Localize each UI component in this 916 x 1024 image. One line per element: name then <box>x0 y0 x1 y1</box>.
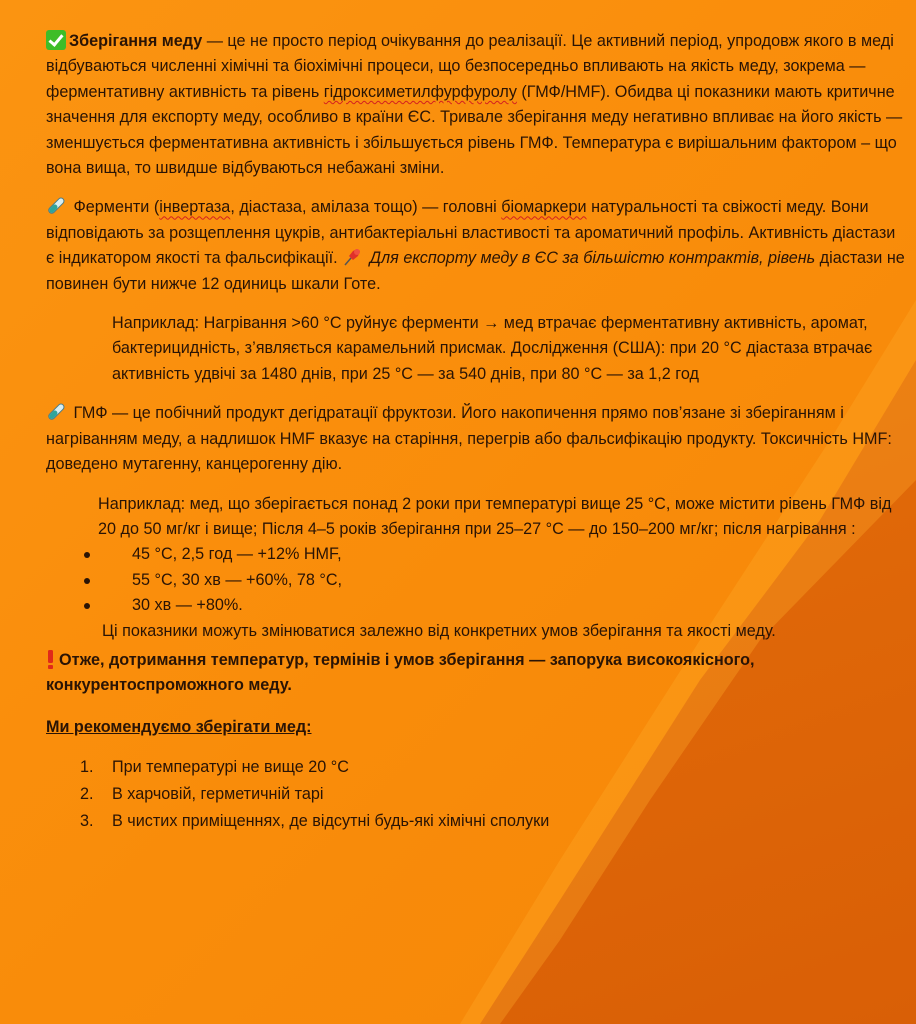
enzymes-text-1: Ферменти ( <box>69 198 160 217</box>
list-text: При температурі не вище 20 °C <box>112 758 349 777</box>
enzymes-text-4: діастази не повинен бути нижче 12 одиниць шкали Готе. <box>46 249 905 293</box>
hmf-note: Ці показники можуть змінюватися залежно від конкретних умов зберігання та якості меду. <box>102 621 776 640</box>
enzymes-paragraph <box>46 195 908 297</box>
hmf-bullet-list <box>46 542 908 618</box>
enzymes-example: Наприклад: Нагрівання >60 °C руйнує ферменти → мед втрачає ферментативну активність, аромат, бактерицидність, з’являється карамельний присмак. Дослідження (США): при 20 °C діастаза втрачає активність удвічі за 1480 днів, при 25 °C — за 540 днів, при 80 °C — за 1,2 год <box>112 314 873 383</box>
exclamation-mark-icon <box>46 649 55 669</box>
list-item: 30 хв — +80%. <box>74 593 908 618</box>
enzymes-term-2: біомаркери <box>501 198 587 217</box>
intro-text: — це не просто період очікування до реалізації. Це активний період, упродовж якого в меді відбуваються численні хімічні та біохімічні процеси, що безпосередньо впливають на якість меду, зокрема — ферментативну активність та рівень <box>46 32 894 101</box>
list-text: В чистих приміщеннях, де відсутні будь-які хімічні сполуки <box>112 812 550 831</box>
list-text: В харчовій, герметичній тарі <box>112 785 324 804</box>
hmf-text: ГМФ — це побічний продукт дегідратації фруктози. Його накопичення прямо пов’язане зі зберіганням і нагріванням меду, а надлишок HMF вказує на старіння, перегрів або фальсифікацію продукту. Токсичність HMF: доведено мутагенну, канцерогенну дію. <box>46 404 892 474</box>
intro-title: Зберігання меду <box>69 32 203 50</box>
test-tube-icon <box>46 402 66 422</box>
list-number: 3. <box>80 812 94 831</box>
list-item: 55 °C, 30 хв — +60%, 78 °C, <box>74 568 908 593</box>
intro-term: гідроксиметилфурфуролу <box>323 82 517 101</box>
conclusion-text: Отже, дотримання температур, термінів і умов зберігання — запорука високоякісного, конкурентоспроможного меду. <box>46 650 755 695</box>
list-item <box>80 808 908 835</box>
conclusion-paragraph <box>46 648 908 699</box>
test-tube-icon <box>46 196 66 216</box>
hmf-example: Наприклад: мед, що зберігається понад 2 роки при температурі вище 25 °C, може містити рівень ГМФ від 20 до 50 мг/кг і вище; Після 4–5 років зберігання при 25–27 °C — до 150–200 мг/кг; після нагрівання : <box>98 494 892 538</box>
list-number: 2. <box>80 785 94 804</box>
enzymes-text-2: , діастаза, амілаза тощо) — головні <box>230 198 502 217</box>
hmf-paragraph <box>46 401 908 477</box>
pushpin-icon <box>342 247 362 267</box>
document-body <box>46 29 908 835</box>
recommendations-list <box>46 754 908 835</box>
list-item <box>80 781 908 808</box>
list-item: 45 °C, 2,5 год — +12% HMF, <box>74 542 908 567</box>
recommendations-title: Ми рекомендуємо зберігати мед: <box>46 717 312 736</box>
enzymes-term-1: інвертаза <box>159 198 231 217</box>
enzymes-text-3: натуральності та свіжості меду. Вони відповідають за розщеплення цукрів, антибактеріальні властивості та ароматичний профіль. Активність діастази є індикатором якості та фальсифікації. <box>46 198 896 268</box>
list-number: 1. <box>80 758 94 777</box>
check-mark-button-icon <box>46 30 66 50</box>
intro-paragraph <box>46 29 908 181</box>
enzymes-italic: Для експорту меду в ЄС за більшістю контрактів, рівень <box>365 249 816 268</box>
list-item <box>80 754 908 781</box>
intro-text-2: (ГМФ/HMF). Обидва ці показники мають критичне значення для експорту меду, особливо в країни ЄС. Тривале зберігання меду негативно впливає на його якість — зменшується ферментативна активність і збільшується рівень ГМФ. Температура є вирішальним фактором – що вона вища, то швидше відбуваються небажані зміни. <box>46 82 903 178</box>
